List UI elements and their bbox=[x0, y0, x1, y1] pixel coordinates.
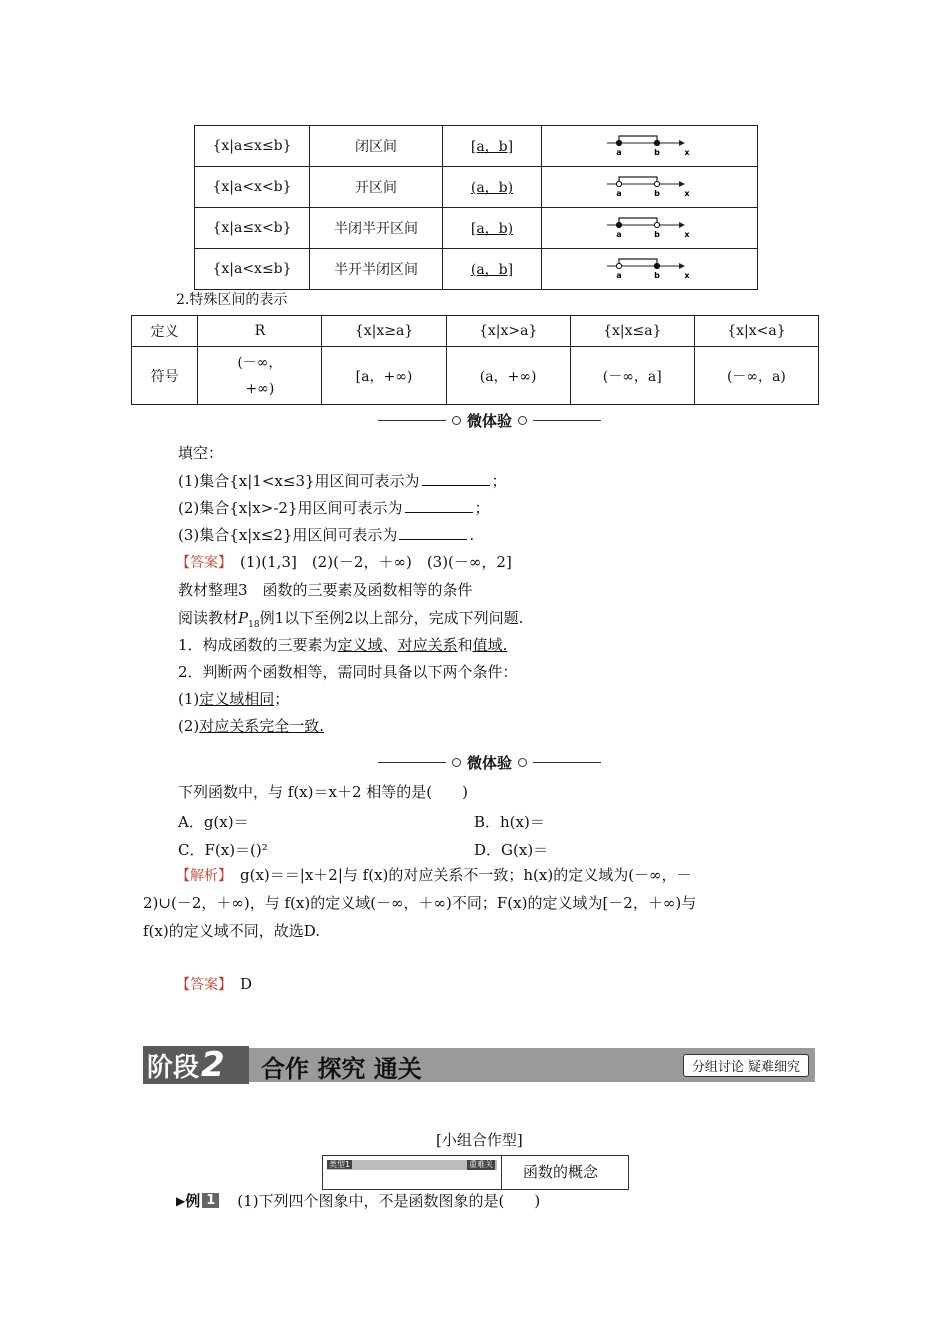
symbol-cell: (a，+∞) bbox=[446, 347, 570, 405]
def-cell: {x|x≥a} bbox=[322, 316, 446, 347]
section-3-item-1: 1．构成函数的三要素为定义域、对应关系和值域. bbox=[178, 636, 508, 654]
fill-title: 填空： bbox=[178, 444, 224, 462]
mc-option-c: C．F(x)＝()² bbox=[178, 841, 268, 859]
fill-question-2: (2)集合{x|x>-2}用区间可表示为 ； bbox=[178, 499, 490, 517]
number-line-icon bbox=[605, 254, 695, 280]
axis-label-b: b bbox=[653, 230, 660, 239]
mc-option-a: A．g(x)＝ bbox=[178, 813, 249, 831]
section-3-cond-1: (1)定义域相同； bbox=[178, 690, 290, 708]
fill-question-3: (3)集合{x|x≤2}用区间可表示为 . bbox=[178, 526, 475, 544]
def-cell: {x|x>a} bbox=[446, 316, 570, 347]
interval-name: 闭区间 bbox=[310, 126, 443, 167]
axis-label-a: a bbox=[615, 230, 622, 239]
type-label: 类型1 bbox=[329, 1160, 351, 1169]
interval-symbol: [a，b) bbox=[443, 208, 542, 249]
example-label: ▶ 例 1 bbox=[176, 1190, 219, 1211]
example-text: (1)下列四个图象中，不是函数图象的是( ) bbox=[237, 1192, 541, 1210]
interval-row bbox=[195, 249, 758, 290]
interval-bracket bbox=[619, 259, 657, 266]
def-cell: {x|x≤a} bbox=[570, 316, 694, 347]
interval-name: 半闭半开区间 bbox=[310, 208, 443, 249]
interval-row bbox=[195, 167, 758, 208]
interval-name: 开区间 bbox=[310, 167, 443, 208]
interval-row bbox=[195, 126, 758, 167]
number-line-icon bbox=[605, 172, 695, 198]
symbol-row-label: 符号 bbox=[132, 347, 198, 405]
closed-endpoint bbox=[616, 222, 621, 227]
section-3-heading: 教材整理3 函数的三要素及函数相等的条件 bbox=[178, 581, 473, 599]
arrow-icon bbox=[679, 263, 685, 269]
interval-bracket bbox=[619, 218, 657, 225]
type-difficulty: 重难关 bbox=[469, 1160, 493, 1169]
axis-label-x: x bbox=[683, 230, 690, 239]
interval-bracket bbox=[619, 177, 657, 184]
interval-number-line bbox=[542, 249, 758, 290]
section-3-item-2: 2．判断两个函数相等，需同时具备以下两个条件： bbox=[178, 663, 518, 681]
symbol-cell: (－∞，+∞) bbox=[198, 347, 322, 405]
axis-label-x: x bbox=[683, 271, 690, 280]
special-interval-table bbox=[131, 315, 819, 405]
symbol-cell: (－∞，a) bbox=[694, 347, 818, 405]
type-title: 函数的概念 bbox=[523, 1163, 599, 1181]
number-line-icon bbox=[605, 213, 695, 239]
special-interval-heading: 2.特殊区间的表示 bbox=[176, 292, 288, 308]
fill-question-1: (1)集合{x|1<x≤3}用区间可表示为 ； bbox=[178, 472, 507, 490]
interval-set: {x|a<x<b} bbox=[195, 167, 310, 208]
mc-answer: 【答案】 D bbox=[176, 975, 253, 993]
arrow-icon bbox=[679, 181, 685, 187]
axis-label-b: b bbox=[653, 148, 660, 157]
def-row-label: 定义 bbox=[132, 316, 198, 347]
open-endpoint bbox=[654, 181, 659, 186]
stage-banner bbox=[143, 1046, 815, 1084]
section-3-cond-2: (2)对应关系完全一致. bbox=[178, 717, 325, 735]
interval-symbol: [a，b] bbox=[443, 126, 542, 167]
fill-section bbox=[178, 442, 818, 592]
def-cell: R bbox=[198, 316, 322, 347]
analysis-line-2: 2)∪(－2，＋∞)，与 f(x)的定义域(－∞，＋∞)不同；F(x)的定义域为[－2，＋∞)与 bbox=[143, 894, 697, 912]
interval-set: {x|a≤x<b} bbox=[195, 208, 310, 249]
type-box bbox=[322, 1155, 629, 1190]
arrow-icon bbox=[679, 222, 685, 228]
interval-number-line bbox=[542, 167, 758, 208]
interval-symbol: (a，b) bbox=[443, 167, 542, 208]
analysis-line-3: f(x)的定义域不同，故选D. bbox=[143, 922, 320, 940]
axis-label-x: x bbox=[683, 148, 690, 157]
axis-label-a: a bbox=[615, 271, 622, 280]
arrow-icon bbox=[679, 140, 685, 146]
section-divider: 微体验 bbox=[378, 752, 601, 773]
axis-label-b: b bbox=[653, 189, 660, 198]
interval-row bbox=[195, 208, 758, 249]
symbol-cell: (－∞，a] bbox=[570, 347, 694, 405]
interval-number-line bbox=[542, 208, 758, 249]
mc-option-d: D．G(x)＝ bbox=[474, 841, 549, 859]
fill-answer: 【答案】 (1)(1,3] (2)(－2，＋∞) (3)(－∞，2] bbox=[176, 553, 512, 571]
section-3-read: 阅读教材$P_{18}$例1以下至例2以上部分，完成下列问题. bbox=[178, 609, 524, 630]
mc-stem: 下列函数中，与 f(x)＝x＋2 相等的是( ) bbox=[178, 783, 468, 801]
open-endpoint bbox=[616, 263, 621, 268]
group-type: [小组合作型] bbox=[436, 1131, 523, 1149]
interval-name: 半开半闭区间 bbox=[310, 249, 443, 290]
closed-endpoint bbox=[654, 140, 659, 145]
stage-label: 阶段 2 bbox=[143, 1046, 249, 1084]
axis-label-a: a bbox=[615, 148, 622, 157]
interval-table bbox=[194, 125, 758, 290]
number-line-icon bbox=[605, 131, 695, 157]
def-cell: {x|x<a} bbox=[694, 316, 818, 347]
mc-option-b: B．h(x)＝ bbox=[474, 813, 545, 831]
open-endpoint bbox=[654, 222, 659, 227]
axis-label-a: a bbox=[615, 189, 622, 198]
section-3 bbox=[178, 579, 818, 749]
open-endpoint bbox=[616, 181, 621, 186]
stage-tagline: 分组讨论 疑难细究 bbox=[683, 1054, 809, 1077]
analysis-line-1: 【解析】 g(x)＝＝|x＋2|与 f(x)的对应关系不一致；h(x)的定义域为(－∞，－ bbox=[176, 866, 692, 884]
axis-label-x: x bbox=[683, 189, 690, 198]
closed-endpoint bbox=[616, 140, 621, 145]
axis-label-b: b bbox=[653, 271, 660, 280]
interval-symbol: (a，b] bbox=[443, 249, 542, 290]
symbol-cell: [a，+∞) bbox=[322, 347, 446, 405]
example-1 bbox=[176, 1190, 540, 1211]
interval-bracket bbox=[619, 136, 657, 143]
closed-endpoint bbox=[654, 263, 659, 268]
interval-number-line bbox=[542, 126, 758, 167]
interval-set: {x|a≤x≤b} bbox=[195, 126, 310, 167]
stage-title: 合作 探究 通关 bbox=[261, 1055, 422, 1083]
mc-question bbox=[178, 781, 818, 871]
interval-set: {x|a<x≤b} bbox=[195, 249, 310, 290]
section-divider: 微体验 bbox=[378, 410, 601, 431]
analysis bbox=[143, 864, 823, 954]
